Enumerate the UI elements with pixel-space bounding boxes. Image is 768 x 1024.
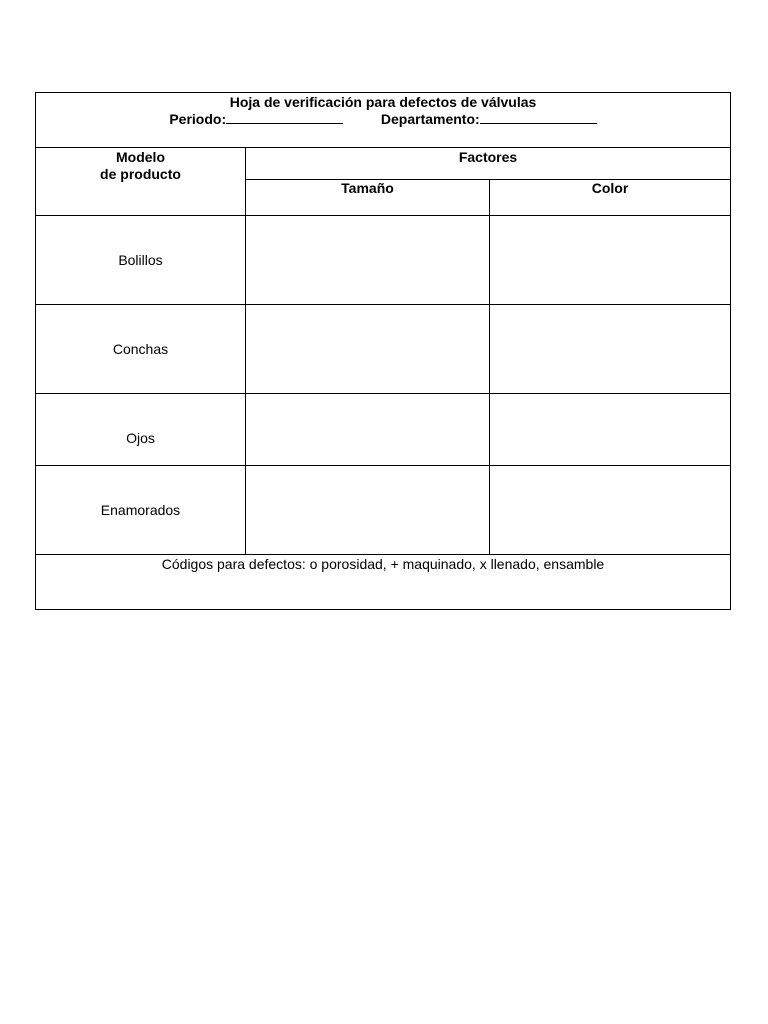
product-label: Enamorados [36, 466, 246, 555]
table-row [36, 216, 731, 305]
departamento-label: Departamento: [380, 111, 480, 127]
sheet-header [36, 93, 731, 148]
product-label: Ojos [36, 394, 246, 466]
color-cell[interactable] [490, 216, 731, 305]
defect-check-sheet [35, 92, 731, 610]
column-header-color: Color [490, 180, 731, 216]
color-cell[interactable] [490, 394, 731, 466]
table-row [36, 305, 731, 394]
product-label: Bolillos [36, 216, 246, 305]
modelo-line-2: de producto [100, 166, 181, 182]
departamento-field [381, 111, 597, 128]
defect-codes-note: Códigos para defectos: o porosidad, + maquinado, x llenado, ensamble [36, 555, 731, 610]
color-cell[interactable] [490, 466, 731, 555]
periodo-blank[interactable] [226, 111, 343, 124]
column-header-factores: Factores [246, 148, 731, 180]
product-label: Conchas [36, 305, 246, 394]
sheet-title: Hoja de verificación para defectos de válvulas [229, 94, 537, 110]
tamano-cell[interactable] [246, 466, 490, 555]
tamano-cell[interactable] [246, 305, 490, 394]
table-row [36, 466, 731, 555]
modelo-line-1: Modelo [116, 149, 165, 165]
table-row [36, 394, 731, 466]
sheet-fields-line [36, 111, 730, 128]
departamento-blank[interactable] [480, 111, 597, 124]
periodo-field [169, 111, 343, 128]
column-header-tamano: Tamaño [246, 180, 490, 216]
tamano-cell[interactable] [246, 216, 490, 305]
color-cell[interactable] [490, 305, 731, 394]
periodo-label: Periodo: [169, 111, 227, 127]
column-header-modelo [36, 148, 246, 216]
tamano-cell[interactable] [246, 394, 490, 466]
